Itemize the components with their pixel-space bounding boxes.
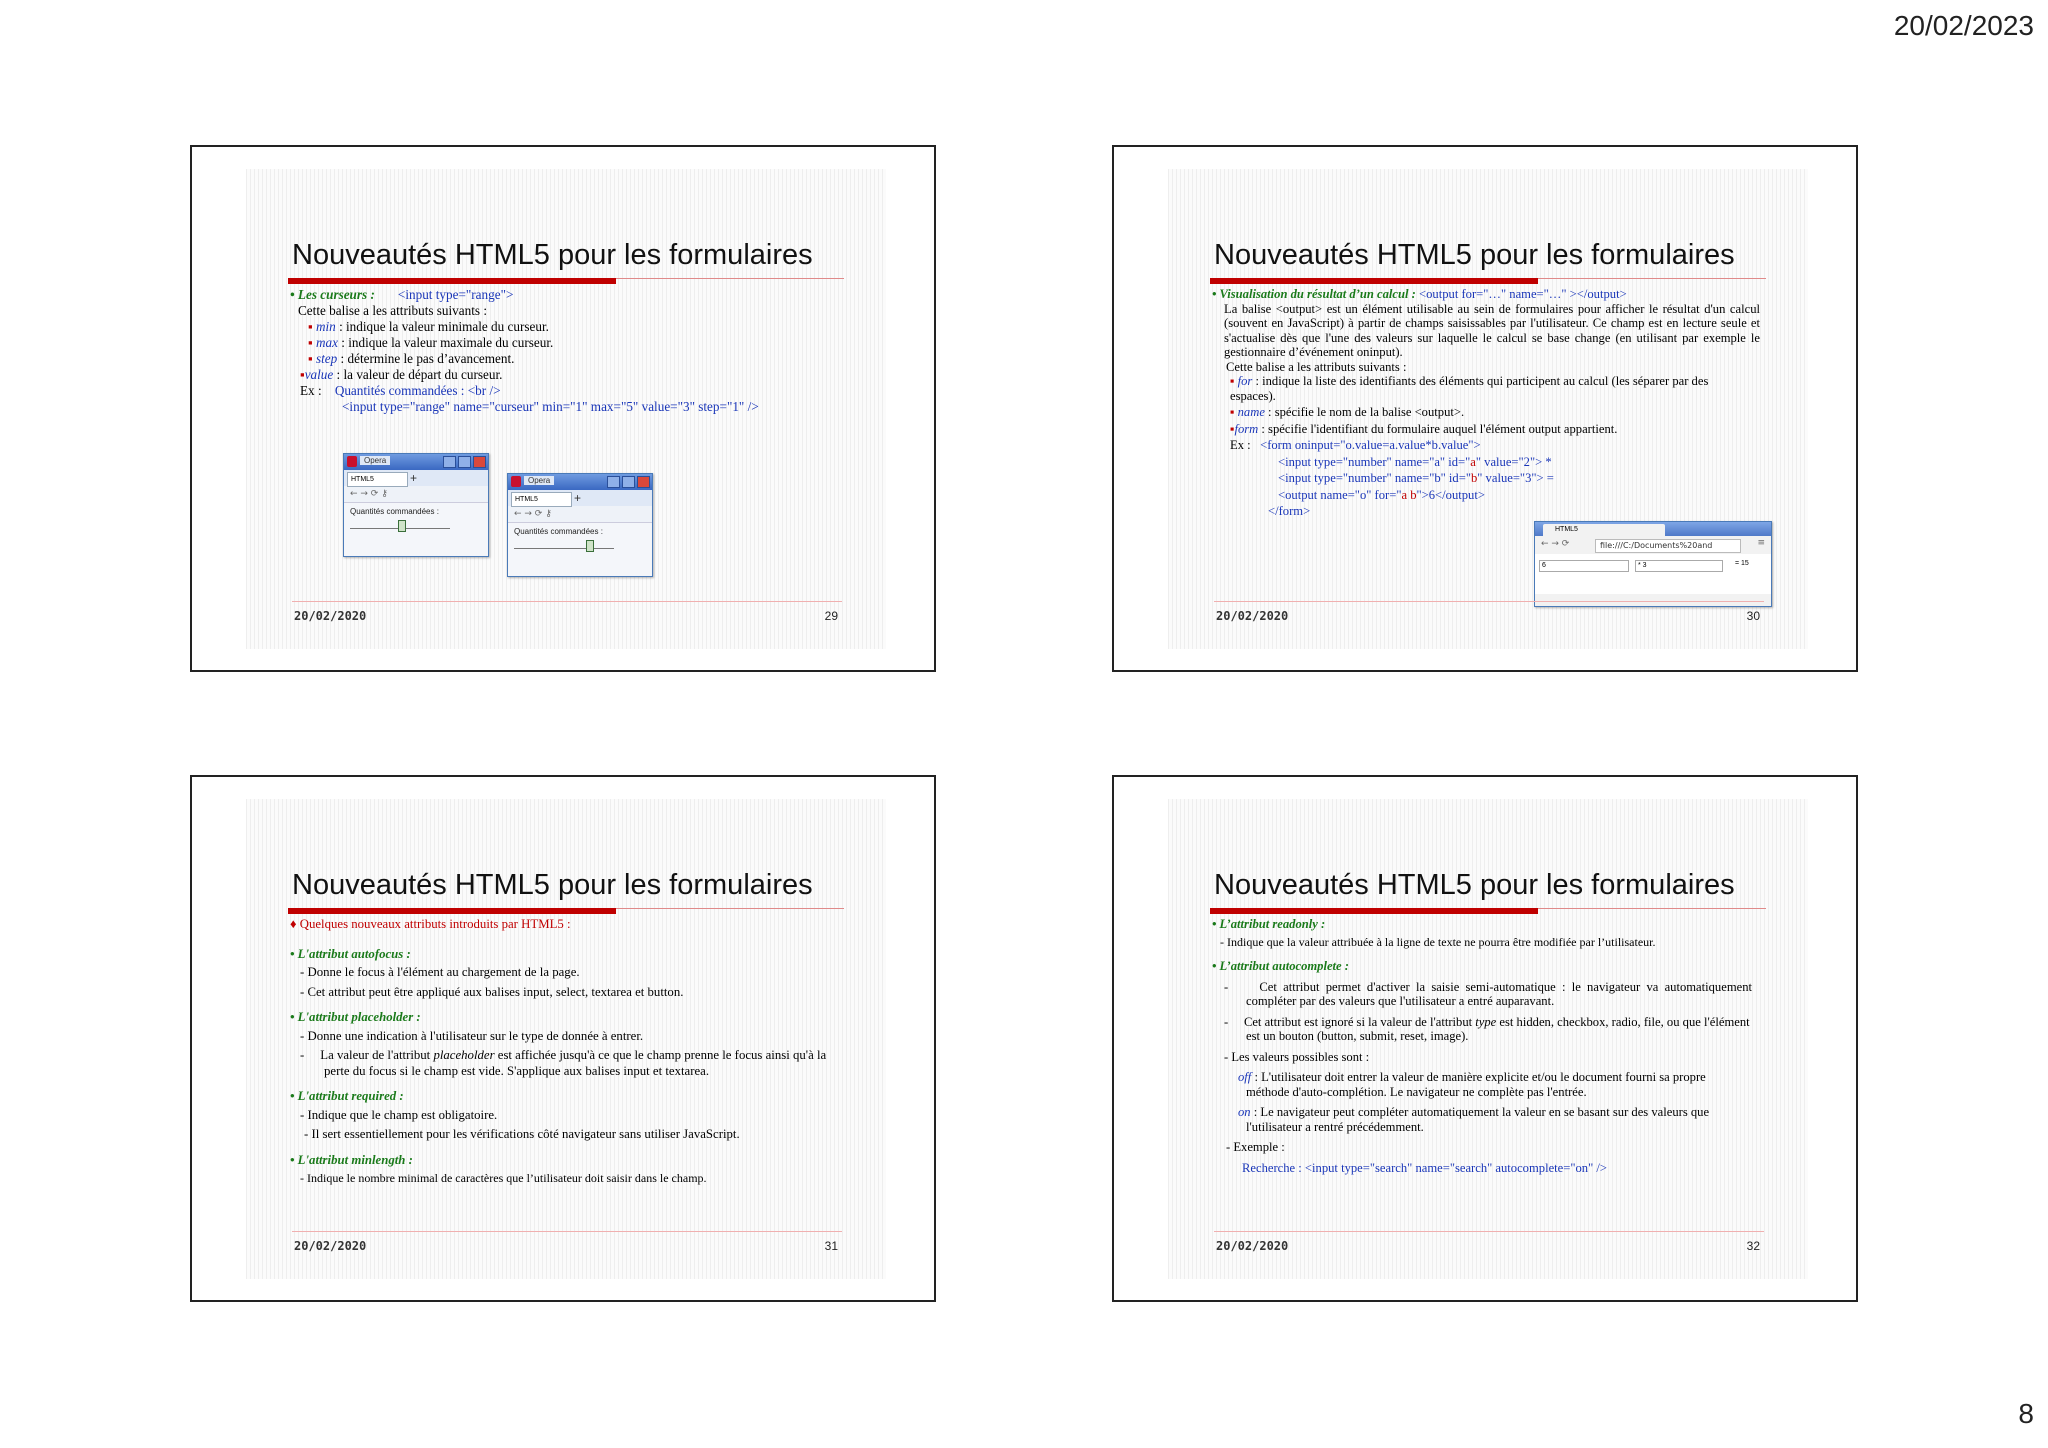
title-accent-bar	[1210, 908, 1538, 914]
maximize-icon	[458, 456, 471, 468]
attr-name: value	[304, 367, 334, 382]
plus-icon: +	[574, 491, 582, 505]
code-highlight: a	[1470, 454, 1476, 469]
code-highlight: a b	[1401, 487, 1417, 502]
section-heading: • L'attribut minlength :	[290, 1152, 413, 1167]
code-snippet: <input type="number" name="b" id="	[1278, 471, 1471, 485]
slide-body: ♦ Quelques nouveaux attributs introduits par HTML5 : • L'attribut autofocus : - Donne le focus à l'élément au chargement de la page. - Cet attribut peut être appliqué aux balises input, select, textarea et button. • L'attribut placeholder : - Donne une indication à l'utilisateur sur le type de donnée à entrer. - La valeur de l'attribut placeholder est affichée jusqu'à ce que le champ prenne le focus ainsi qu'à la perte du focus si le champ est vide. S'applique aux balises input et textarea. • L'attribut required : - Indique que le champ est obligatoire. - Il sert essentiellement pour les vérifications côté navigateur sans utiliser JavaScript. • L'attribut minlength : - Indique le nombre minimal de caractères que l’utilisateur doit saisir dans le champ.	[290, 917, 850, 1187]
code-snippet: <input type="number" name="a" id="	[1278, 454, 1471, 469]
footer-rule	[292, 601, 842, 602]
code-snippet: <form oninput="o.value=a.value*b.value">	[1260, 438, 1481, 452]
body-text: - Les valeurs possibles sont :	[1224, 1049, 1370, 1064]
section-heading: • L’attribut readonly :	[1212, 917, 1326, 931]
slide-title: Nouveautés HTML5 pour les formulaires	[292, 239, 813, 271]
attr-name: step	[315, 351, 338, 366]
slide-frame-32	[1112, 775, 1858, 1302]
attr-name: for	[1237, 374, 1253, 388]
body-text-italic: placeholder	[433, 1048, 495, 1062]
number-input-b: * 3	[1635, 560, 1723, 572]
close-icon	[637, 476, 650, 488]
attr-name: name	[1237, 405, 1265, 419]
browser-tab: HTML5	[347, 472, 408, 487]
slide-number: 32	[1746, 1239, 1760, 1253]
opera-logo-icon	[347, 456, 357, 467]
slider-label: Quantités commandées :	[350, 507, 439, 516]
minimize-icon	[607, 476, 620, 488]
range-slider	[514, 542, 614, 549]
maximize-icon	[622, 476, 635, 488]
slide-number: 30	[1746, 609, 1760, 623]
attr-name: max	[315, 335, 338, 350]
menu-icon: ≡	[1757, 538, 1765, 548]
attr-desc: : spécifie le nom de la balise <output>.	[1264, 405, 1465, 419]
code-snippet: " value="2"> *	[1475, 454, 1552, 469]
slider-knob	[398, 520, 406, 532]
footer-rule	[292, 1231, 842, 1232]
slide-number: 31	[824, 1239, 838, 1253]
nav-arrows-icon: ← → ⟳ ⚷	[344, 486, 488, 503]
example-label: Ex :	[300, 383, 322, 398]
range-slider	[350, 522, 450, 529]
code-snippet: <input type="range" name="curseur" min="1" max="5" value="3" step="1" />	[342, 399, 759, 414]
slide-29	[246, 169, 886, 649]
section-heading: • Visualisation du résultat d’un calcul :	[1212, 287, 1416, 301]
code-snippet: <output name="o" for="	[1278, 487, 1402, 502]
code-snippet: ">6</output>	[1416, 487, 1485, 502]
code-snippet: </form>	[1268, 504, 1311, 518]
window-title: Opera	[524, 476, 554, 485]
code-snippet: <output for="…" name="…" ></output>	[1419, 287, 1627, 301]
code-snippet: " value="3"> =	[1477, 471, 1554, 485]
slider-knob	[586, 540, 594, 552]
body-paragraph: La balise <output> est un élément utilisable au sein de formulaires pour afficher le résultat d'un calcul (souvent en JavaScript) à partir de champs saisissables par l'utilisateur. Ce champ est en lecture seule et s'actualise dès que l'une des valeurs sur laquelle le calcul se base change (en utilisant par exemple le gestionnaire d’événement oninput).	[1224, 301, 1760, 359]
footer-rule	[1214, 1231, 1764, 1232]
attr-name: off	[1238, 1070, 1252, 1084]
body-text: est hidden, checkbox, radio, file, ou que l'élément est un bouton (button, submit, reset, image).	[1246, 1014, 1750, 1043]
slide-title: Nouveautés HTML5 pour les formulaires	[1214, 869, 1735, 901]
slide-date: 20/02/2020	[294, 1239, 367, 1253]
slide-frame-31	[190, 775, 936, 1302]
body-text: Cet attribut est ignoré si la valeur de l'attribut	[1243, 1014, 1476, 1029]
minimize-icon	[443, 456, 456, 468]
title-accent-bar	[288, 278, 616, 284]
address-bar: file:///C:/Documents%20and	[1595, 539, 1741, 553]
body-text: Cet attribut permet d'activer la saisie semi-automatique : le navigateur va automatiquement compléter par des valeurs que l'utilisateur a entré auparavant.	[1246, 979, 1753, 1008]
attr-desc: : la valeur de départ du curseur.	[333, 367, 503, 382]
slide-frame-29	[190, 145, 936, 672]
attr-desc: : Le navigateur peut compléter automatiquement la valeur en se basant sur des valeurs que l'utilisateur a rentré précédemment.	[1246, 1105, 1710, 1134]
body-text: - Exemple :	[1226, 1140, 1285, 1154]
page-number: 8	[2018, 1398, 2034, 1429]
example-label: Ex :	[1230, 438, 1251, 452]
title-accent-bar	[1210, 278, 1538, 284]
body-text: Cette balise a les attributs suivants :	[298, 303, 487, 318]
close-icon	[473, 456, 486, 468]
attr-name: min	[315, 319, 336, 334]
slide-30	[1168, 169, 1808, 649]
page-header-date: 20/02/2023	[1893, 10, 2034, 41]
body-text: - Indique que le champ est obligatoire.	[300, 1107, 498, 1122]
section-heading: • L'attribut autofocus :	[290, 946, 411, 961]
slide-frame-30	[1112, 145, 1858, 672]
section-heading: • L'attribut placeholder :	[290, 1010, 421, 1024]
opera-logo-icon	[511, 476, 521, 487]
slide-number: 29	[824, 609, 838, 623]
code-highlight: b	[1470, 471, 1478, 485]
attr-desc: : détermine le pas d’avancement.	[337, 351, 515, 366]
body-text: Cette balise a les attributs suivants :	[1226, 359, 1407, 374]
nav-arrows-icon: ← → ⟳	[1541, 539, 1570, 549]
attr-desc: : spécifie l'identifiant du formulaire auquel l'élément output appartient.	[1258, 421, 1618, 436]
body-text: - Donne une indication à l'utilisateur sur le type de donnée à entrer.	[300, 1028, 644, 1043]
slide-date: 20/02/2020	[1216, 1239, 1289, 1253]
attr-desc: : L'utilisateur doit entrer la valeur de manière explicite et/ou le document fourni sa propre méthode d'auto-complétion. Le navigateur ne complète pas l'entrée.	[1246, 1070, 1706, 1099]
browser-tab: HTML5	[1543, 524, 1665, 536]
output-result: = 15	[1735, 560, 1749, 567]
intro-text: ♦ Quelques nouveaux attributs introduits par HTML5 :	[290, 917, 571, 931]
attr-name: form	[1234, 421, 1259, 436]
browser-tab: HTML5	[511, 492, 572, 507]
section-heading: • L’attribut autocomplete :	[1212, 959, 1349, 973]
slide-title: Nouveautés HTML5 pour les formulaires	[292, 869, 813, 901]
slide-date: 20/02/2020	[1216, 609, 1289, 623]
slide-body: • L’attribut readonly : - Indique que la valeur attribuée à la ligne de texte ne pourra être modifiée par l’utilisateur. • L’attribut autocomplete : - Cet attribut permet d'activer la saisie semi-automatique : le navigateur va automatiquement compléter par des valeurs que l'utilisateur a entré auparavant. - Cet attribut est ignoré si la valeur de l'attribut type est hidden, checkbox, radio, file, ou que l'élément est un bouton (button, submit, reset, image). - Les valeurs possibles sont : off : L'utilisateur doit entrer la valeur de manière explicite et/ou le document fourni sa propre méthode d'auto-complétion. Le navigateur ne complète pas l'entrée. on : Le navigateur peut compléter automatiquement la valeur en se basant sur des valeurs que l'utilisateur a rentré précédemment. - Exemple : Recherche : <input type="search" name="search" autocomplete="on" />	[1212, 917, 1772, 1175]
title-accent-bar	[288, 908, 616, 914]
slider-label: Quantités commandées :	[514, 527, 603, 536]
body-text: - Donne le focus à l'élément au chargement de la page.	[300, 965, 580, 979]
attr-desc: : indique la liste des identifiants des éléments qui participent au calcul (les séparer par des espaces).	[1230, 374, 1709, 403]
slide-date: 20/02/2020	[294, 609, 367, 623]
nav-arrows-icon: ← → ⟳ ⚷	[508, 506, 652, 523]
body-text: - Indique le nombre minimal de caractères que l’utilisateur doit saisir dans le champ.	[300, 1171, 707, 1185]
browser-window-screenshot	[1534, 521, 1772, 607]
plus-icon: +	[410, 471, 418, 485]
slide-body: • Les curseurs : <input type="range"> Cette balise a les attributs suivants : ▪ min : indique la valeur minimale du curseur. ▪ max : indique la valeur maximale du curseur. ▪ step : détermine le pas d’avancement. ▪value : la valeur de départ du curseur. Ex : Quantités commandées : <br /> <input type="range" name="curseur" min="1" max="5" value="3" step="1" />	[290, 287, 850, 415]
section-heading: • L'attribut required :	[290, 1089, 404, 1103]
browser-window-screenshot	[507, 473, 653, 577]
body-text: est affichée jusqu'à ce que le champ prenne le focus ainsi qu'à la perte du focus si le champ est vide. S'applique aux balises input et textarea.	[324, 1048, 827, 1078]
body-text: - Il sert essentiellement pour les vérifications côté navigateur sans utiliser JavaScript.	[304, 1127, 740, 1141]
body-text: - Indique que la valeur attribuée à la ligne de texte ne pourra être modifiée par l’utilisateur.	[1220, 934, 1656, 949]
body-text: - Cet attribut peut être appliqué aux balises input, select, textarea et button.	[300, 984, 684, 999]
attr-name: on	[1238, 1105, 1251, 1119]
slide-title: Nouveautés HTML5 pour les formulaires	[1214, 239, 1735, 271]
browser-window-screenshot	[343, 453, 489, 557]
attr-desc: : indique la valeur maximale du curseur.	[337, 335, 554, 350]
attr-desc: : indique la valeur minimale du curseur.	[335, 319, 549, 334]
body-text-italic: type	[1475, 1014, 1497, 1029]
body-text: La valeur de l'attribut	[320, 1048, 434, 1062]
slide-31	[246, 799, 886, 1279]
code-snippet: <input type="range">	[397, 287, 514, 302]
number-input-a: 6	[1539, 560, 1629, 572]
slide-body: • Visualisation du résultat d’un calcul : <output for="…" name="…" ></output> La balise <output> est un élément utilisable au sein de formulaires pour afficher le résultat d'un calcul (souvent en JavaScript) à partir de champs saisissables par l'utilisateur. Ce champ est en lecture seule et s'actualise dès que l'une des valeurs sur laquelle le calcul se base change (en utilisant par exemple le gestionnaire d’événement oninput). Cette balise a les attributs suivants : ▪ for : indique la liste des identifiants des éléments qui participent au calcul (les séparer par des espaces). ▪ name : spécifie le nom de la balise <output>. ▪form : spécifie l'identifiant du formulaire auquel l'élément output appartient. Ex : <form oninput="o.value=a.value*b.value"> <input type="number" name="a" id="a" value="2"> * <input type="number" name="b" id="b" value="3"> = <output name="o" for="a b">6</output> </form>	[1212, 287, 1772, 519]
slide-32	[1168, 799, 1808, 1279]
footer-rule	[1214, 601, 1764, 602]
code-snippet: Quantités commandées : <br />	[334, 383, 501, 398]
code-snippet: Recherche : <input type="search" name="search" autocomplete="on" />	[1242, 1160, 1607, 1175]
section-heading: • Les curseurs :	[290, 287, 375, 302]
window-title: Opera	[360, 456, 390, 465]
